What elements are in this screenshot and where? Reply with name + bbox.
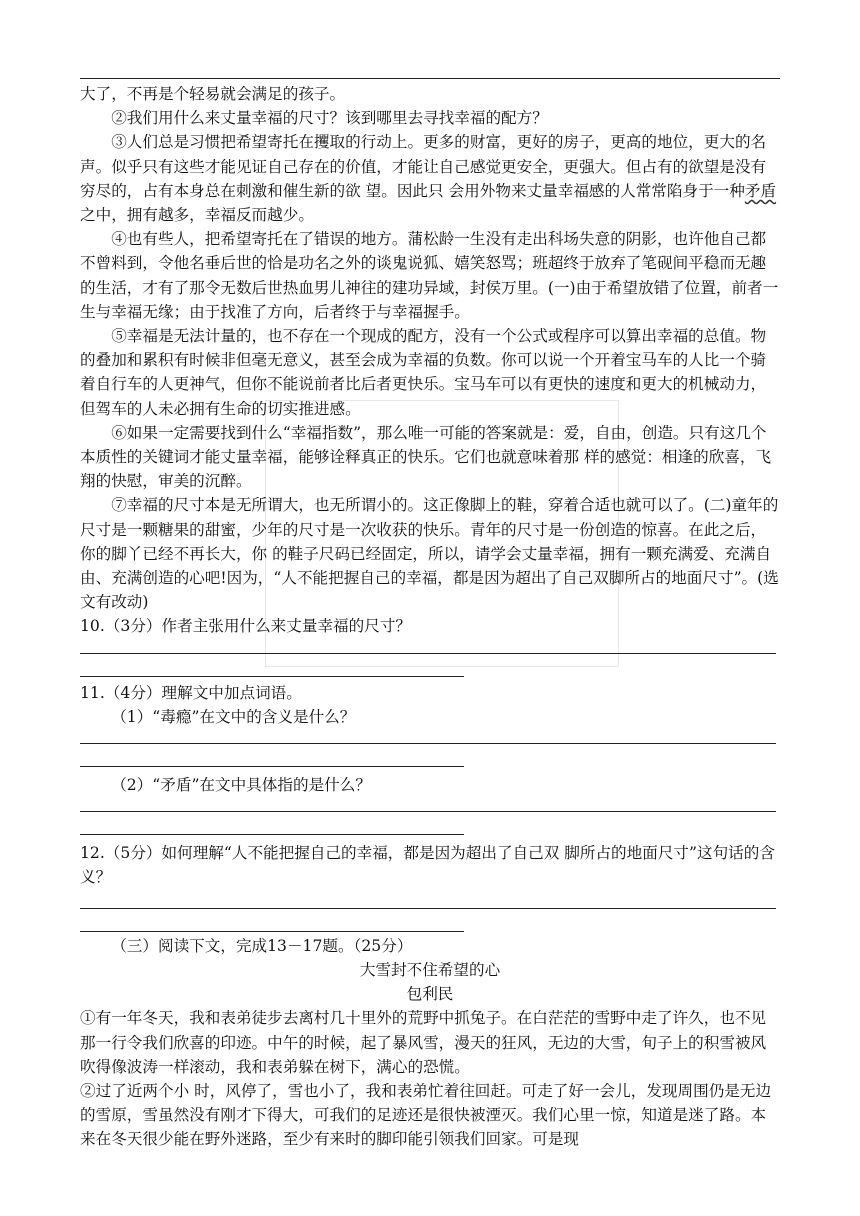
paragraph-3-end: 之中，拥有越多，幸福反而越少。 xyxy=(80,206,314,225)
article-title: 大雪封不住希望的心 xyxy=(359,960,501,979)
article-author: 包利民 xyxy=(406,985,454,1004)
paragraph-2: ②我们用什么来丈量幸福的尺寸？该到哪里去寻找幸福的配方？ xyxy=(111,109,548,128)
question-12: 12.（5分）如何理解“人不能把握自己的幸福，都是因为超出了自己双 脚所占的地面尺寸”这句话的含义？ xyxy=(80,844,775,887)
answer-line-10b[interactable] xyxy=(80,676,464,677)
article-paragraph-1: ①有一年冬天，我和表弟徒步去离村几十里外的荒野中抓兔子。在白茫茫的雪野中走了许久，也不见那一行令我们欣喜的印迹。中午的时候，起了暴风雪，漫天的狂风，无边的大雪，旬子上的积雪被风吹得像波涛一样滚动，我和表弟躲在树下，满心的恐慌。 xyxy=(80,1009,767,1076)
answer-line-11-2b[interactable] xyxy=(80,834,464,835)
question-11-1: （1）“毒瘾”在文中的含义是什么？ xyxy=(111,707,356,726)
question-11: 11.（4分）理解文中加点词语。 xyxy=(80,683,302,702)
paragraph-6: ⑥如果一定需要找到什么“幸福指数”，那么唯一可能的答案就是：爱，自由，创造。只有这几个本质性的关键词才能丈量幸福，能够诠释真正的快乐。它们也就意味着那 样的感觉：相逢的欣喜，飞翔的快慰，审美的沉醉。 xyxy=(80,423,772,491)
paragraph-continued: 大了，不再是个轻易就会满足的孩子。 xyxy=(80,85,346,103)
paragraph-4: ④也有些人，把希望寄托在了错误的地方。蒲松龄一生没有走出科场失意的阴影，也许他自己都不曾料到，令他名垂后世的恰是功名之外的谈鬼说狐、嬉笑怒骂；班超终于放弃了笔砚间平稳而无趣的生活，才有了那令无数后世热血男儿神往的建功异域，封侯万里。(一)由于希望放错了位置，前者一生与幸福无缘；由于找准了方向，后者终于与幸福握手。 xyxy=(80,230,779,321)
paragraph-3-text: ③人们总是习惯把希望寄托在攫取的行动上。更多的财富，更好的房子，更高的地位，更大的名声。似乎只有这些才能见证自己存在的价值，才能让自己感觉更安全，更强大。但占有的欲望是没有穷尽的，占有本身总在刺激和催生新的欲 望。因此只 会用外物来丈量幸福感的人常常陷身于一种 xyxy=(80,133,767,200)
question-10: 10.（3分）作者主张用什么来丈量幸福的尺寸？ xyxy=(80,617,412,636)
answer-line-12a[interactable] xyxy=(80,908,776,909)
question-11-2: （2）“矛盾”在文中具体指的是什么？ xyxy=(111,776,371,795)
answer-line-11-1a[interactable] xyxy=(80,743,776,744)
answer-line-11-2a[interactable] xyxy=(80,811,776,812)
answer-line-10a[interactable] xyxy=(80,653,776,654)
paragraph-3 xyxy=(80,130,780,227)
answer-line-12b[interactable] xyxy=(80,931,464,932)
header-rule xyxy=(80,78,780,79)
article-paragraph-2: ②过了近两个小 时，风停了，雪也小了，我和表弟忙着往回赶。可走了好一会儿，发现周围仍是无边的雪原，雪虽然没有刚才下得大，可我们的足迹还是很快被湮灭。我们心里一惊，知道是迷了路。本来在冬天很少能在野外迷路，至少有来时的脚印能引领我们回家。可是现 xyxy=(80,1081,772,1149)
paragraph-5: ⑤幸福是无法计量的，也不存在一个现成的配方，没有一个公式或程序可以算出幸福的总值。物的叠加和累积有时候非但毫无意义，甚至会成为幸福的负数。你可以说一个开着宝马车的人比一个骑着自行车的人更神气，但你不能说前者比后者更快乐。宝马车可以有更快的速度和更大的机械动力，但驾车的人未必拥有生命的切实推进感。 xyxy=(80,327,767,418)
document-body xyxy=(80,82,780,1152)
section-3-intro: （三）阅读下文，完成13－17题。（25分） xyxy=(111,936,413,955)
answer-line-11-1b[interactable] xyxy=(80,766,464,767)
paragraph-7: ⑦幸福的尺寸本是无所谓大，也无所谓小的。这正像脚上的鞋，穿着合适也就可以了。(二)童年的尺寸是一颗糖果的甜蜜，少年的尺寸是一次收获的快乐。青年的尺寸是一份创造的惊喜。在此之后，你的脚丫已经不再长大，你 的鞋子尺码已经固定，所以，请学会丈量幸福，拥有一颗充满爱、充满自由、充满创造的心吧!因为，“人不能把握自己的幸福，都是因为超出了自己双脚所占的地面尺寸”。(选文有改动) xyxy=(80,496,779,612)
dotted-word-maodun: 矛盾 xyxy=(744,181,777,200)
